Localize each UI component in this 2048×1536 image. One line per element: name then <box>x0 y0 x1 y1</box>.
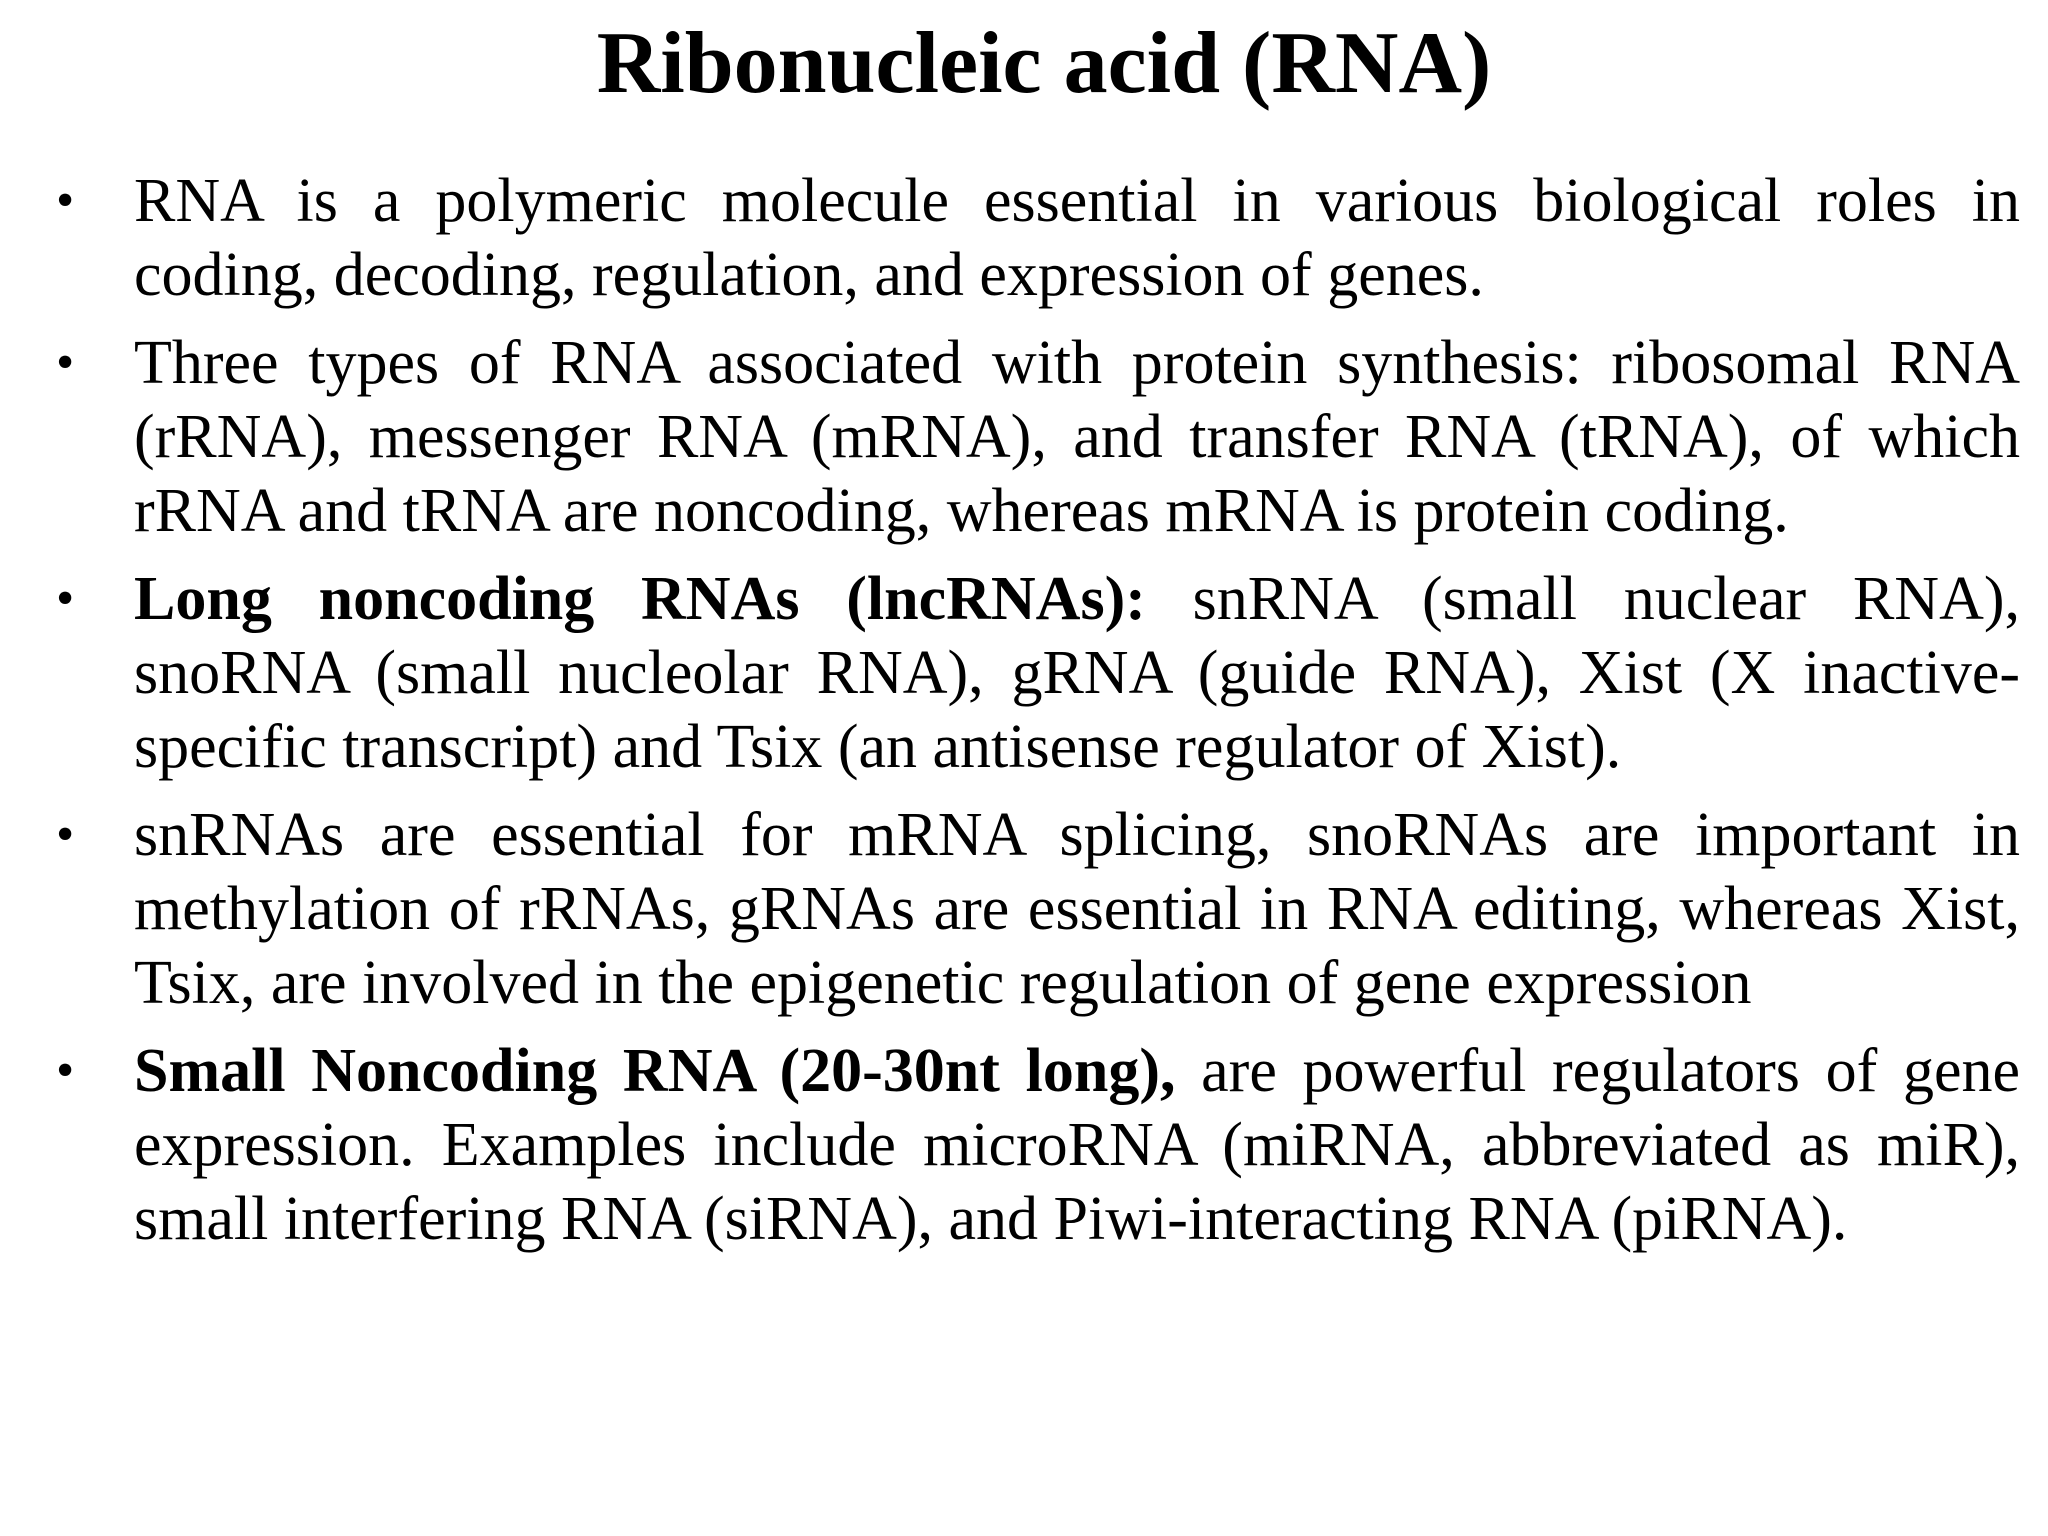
bullet-bold-lead: Long noncoding RNAs (lncRNAs): <box>134 565 1146 633</box>
bullet-dot-icon: • <box>56 1042 75 1099</box>
bullet-text: Three types of RNA associated with protein synthesis: ribosomal RNA (rRNA), messenger RNA (mRNA), and transfer RNA (tRNA), of which rRNA and tRNA are noncoding, whereas mRNA is protein coding. <box>134 329 2020 545</box>
bullet-bold-lead: Small Noncoding RNA (20-30nt long), <box>134 1037 1176 1105</box>
bullet-item-small-noncoding <box>56 1034 2020 1256</box>
bullet-dot-icon: • <box>56 570 75 627</box>
bullet-text: RNA is a polymeric molecule essential in various biological roles in coding, decoding, regulation, and expression of genes. <box>134 167 2020 309</box>
bullet-item-functions <box>56 798 2020 1020</box>
bullet-dot-icon: • <box>56 172 75 229</box>
bullet-text: snRNAs are essential for mRNA splicing, snoRNAs are important in methylation of rRNAs, gRNAs are essential in RNA editing, whereas Xist, Tsix, are involved in the epigenetic regulation of gene expression <box>134 801 2020 1017</box>
bullet-dot-icon: • <box>56 334 75 391</box>
bullet-list <box>56 164 2020 1270</box>
bullet-item-rna-types <box>56 326 2020 548</box>
bullet-item-lncrna <box>56 562 2020 784</box>
bullet-text: snRNA (small nuclear RNA), snoRNA (small nucleolar RNA), gRNA (guide RNA), Xist (X inactive-specific transcript) and Tsix (an antisense regulator of Xist). <box>134 565 2020 781</box>
bullet-text: are powerful regulators of gene expression. Examples include microRNA (miRNA, abbreviated as miR), small interfering RNA (siRNA), and Piwi-interacting RNA (piRNA). <box>134 1037 2020 1253</box>
slide-title: Ribonucleic acid (RNA) <box>596 15 1492 112</box>
bullet-dot-icon: • <box>56 806 75 863</box>
bullet-item-rna-definition <box>56 164 2020 312</box>
